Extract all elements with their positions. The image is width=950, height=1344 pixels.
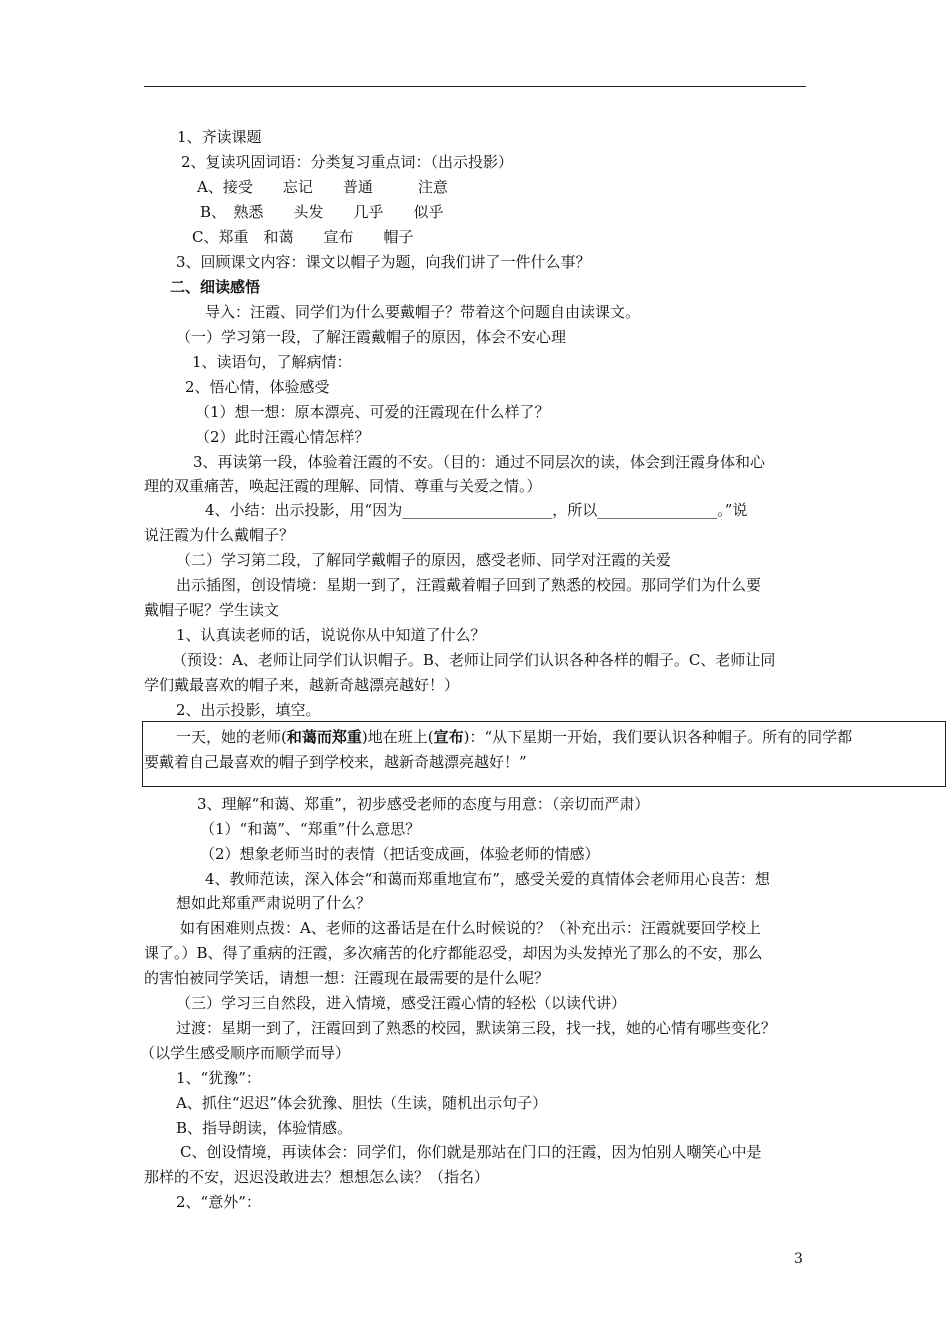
text-line: 3、理解“和蔼、郑重”，初步感受老师的态度与用意：（亲切而严肃） <box>197 795 650 813</box>
header-rule <box>144 86 806 87</box>
text-line: 想如此郑重严肃说明了什么？ <box>176 894 372 912</box>
subsection-heading: （三）学习三自然段，进入情境，感受汪霞心情的轻松（以读代讲） <box>176 994 627 1012</box>
box-line-2: 要戴着自己最喜欢的帽子到学校来，越新奇越漂亮越好！” <box>144 753 527 771</box>
text-line: 过渡：星期一到了，汪霞回到了熟悉的校园，默读第三段，找一找，她的心情有哪些变化？ <box>176 1019 777 1037</box>
text-line: （以学生感受顺序而顺学而导） <box>140 1044 351 1062</box>
blank-answer: 和蔼而郑重 <box>286 728 362 746</box>
vocab-row-a: A、接受 忘记 普通 注意 <box>197 178 448 196</box>
subsection-heading: （二）学习第二段，了解同学戴帽子的原因，感受老师、同学对汪霞的关爱 <box>176 551 672 569</box>
text-line: （2）此时汪霞心情怎样？ <box>195 428 370 446</box>
text-line: 2、出示投影，填空。 <box>176 701 321 719</box>
text-line: 戴帽子呢？学生读文 <box>144 601 280 619</box>
text-line: 如有困难则点拨：A、老师的这番话是在什么时候说的？（补充出示：汪霞就要回学校上 <box>180 919 761 937</box>
text-line: A、抓住“迟迟”体会犹豫、胆怯（生读，随机出示句子） <box>176 1094 548 1112</box>
vocab-row-b: B、 熟悉 头发 几乎 似乎 <box>200 203 444 221</box>
text-line: （2）想象老师当时的表情（把话变成画，体验老师的情感） <box>200 845 600 863</box>
box-text: )地在班上( <box>361 728 434 746</box>
box-line-1 <box>176 727 852 747</box>
section-heading: 二、细读感悟 <box>170 278 261 296</box>
text-line: 1、认真读老师的话，说说你从中知道了什么？ <box>176 626 486 644</box>
text-line: 出示插图，创设情境：星期一到了，汪霞戴着帽子回到了熟悉的校园。那同学们为什么要 <box>176 576 762 594</box>
page-number: 3 <box>794 1251 803 1267</box>
text-line: （预设：A、老师让同学们认识帽子。B、老师让同学们认识各种各样的帽子。C、老师让同 <box>172 651 776 669</box>
text-line: 2、“意外”： <box>176 1193 261 1211</box>
text-line: 1、“犹豫”： <box>176 1069 261 1087</box>
text-line: 导入：汪霞、同学们为什么要戴帽子？带着这个问题自由读课文。 <box>205 303 641 321</box>
text-line: 4、教师范读，深入体会“和蔼而郑重地宣布”，感受关爱的真情体会老师用心良苦：想 <box>205 870 770 888</box>
text-line: （1）“和蔼”、“郑重”什么意思？ <box>200 820 421 838</box>
text-line: 1、读语句，了解病情： <box>192 353 352 371</box>
subsection-heading: （一）学习第一段，了解汪霞戴帽子的原因，体会不安心理 <box>176 328 567 346</box>
text-line: 课了。）B、得了重病的汪霞，多次痛苦的化疗都能忍受，却因为头发掉光了那么的不安，那么 <box>144 944 763 962</box>
text-line: 2、悟心情，体验感受 <box>185 378 330 396</box>
text-line: 4、小结：出示投影，用“因为____________________，所以________________。”说 <box>205 501 748 519</box>
text-line: 2、复读巩固词语：分类复习重点词：（出示投影） <box>181 153 514 171</box>
text-line: 3、回顾课文内容：课文以帽子为题，向我们讲了一件什么事？ <box>176 253 591 271</box>
text-line: 的害怕被同学笑话，请想一想：汪霞现在最需要的是什么呢？ <box>144 969 550 987</box>
text-line: 3、再读第一段，体验着汪霞的不安。（目的：通过不同层次的读，体会到汪霞身体和心 <box>193 453 766 471</box>
text-line: 那样的不安，迟迟没敢进去？想想怎么读？（指名） <box>144 1168 490 1186</box>
text-line: C、创设情境，再读体会：同学们，你们就是那站在门口的汪霞，因为怕别人嘲笑心中是 <box>180 1143 762 1161</box>
text-line: （1）想一想：原本漂亮、可爱的汪霞现在什么样了？ <box>195 403 550 421</box>
text-line: 学们戴最喜欢的帽子来，越新奇越漂亮越好！） <box>144 676 460 694</box>
text-line: 1、齐读课题 <box>177 128 262 146</box>
text-line: B、指导朗读，体验情感。 <box>176 1119 353 1137</box>
vocab-row-c: C、郑重 和蔼 宣布 帽子 <box>192 228 414 246</box>
text-line: 说汪霞为什么戴帽子？ <box>144 526 295 544</box>
box-text: )：“从下星期一开始，我们要认识各种帽子。所有的同学都 <box>463 728 853 746</box>
box-text: 一天，她的老师( <box>176 728 287 746</box>
blank-answer: 宣布 <box>433 728 464 746</box>
text-line: 理的双重痛苦，唤起汪霞的理解、同情、尊重与关爱之情。） <box>144 477 542 495</box>
